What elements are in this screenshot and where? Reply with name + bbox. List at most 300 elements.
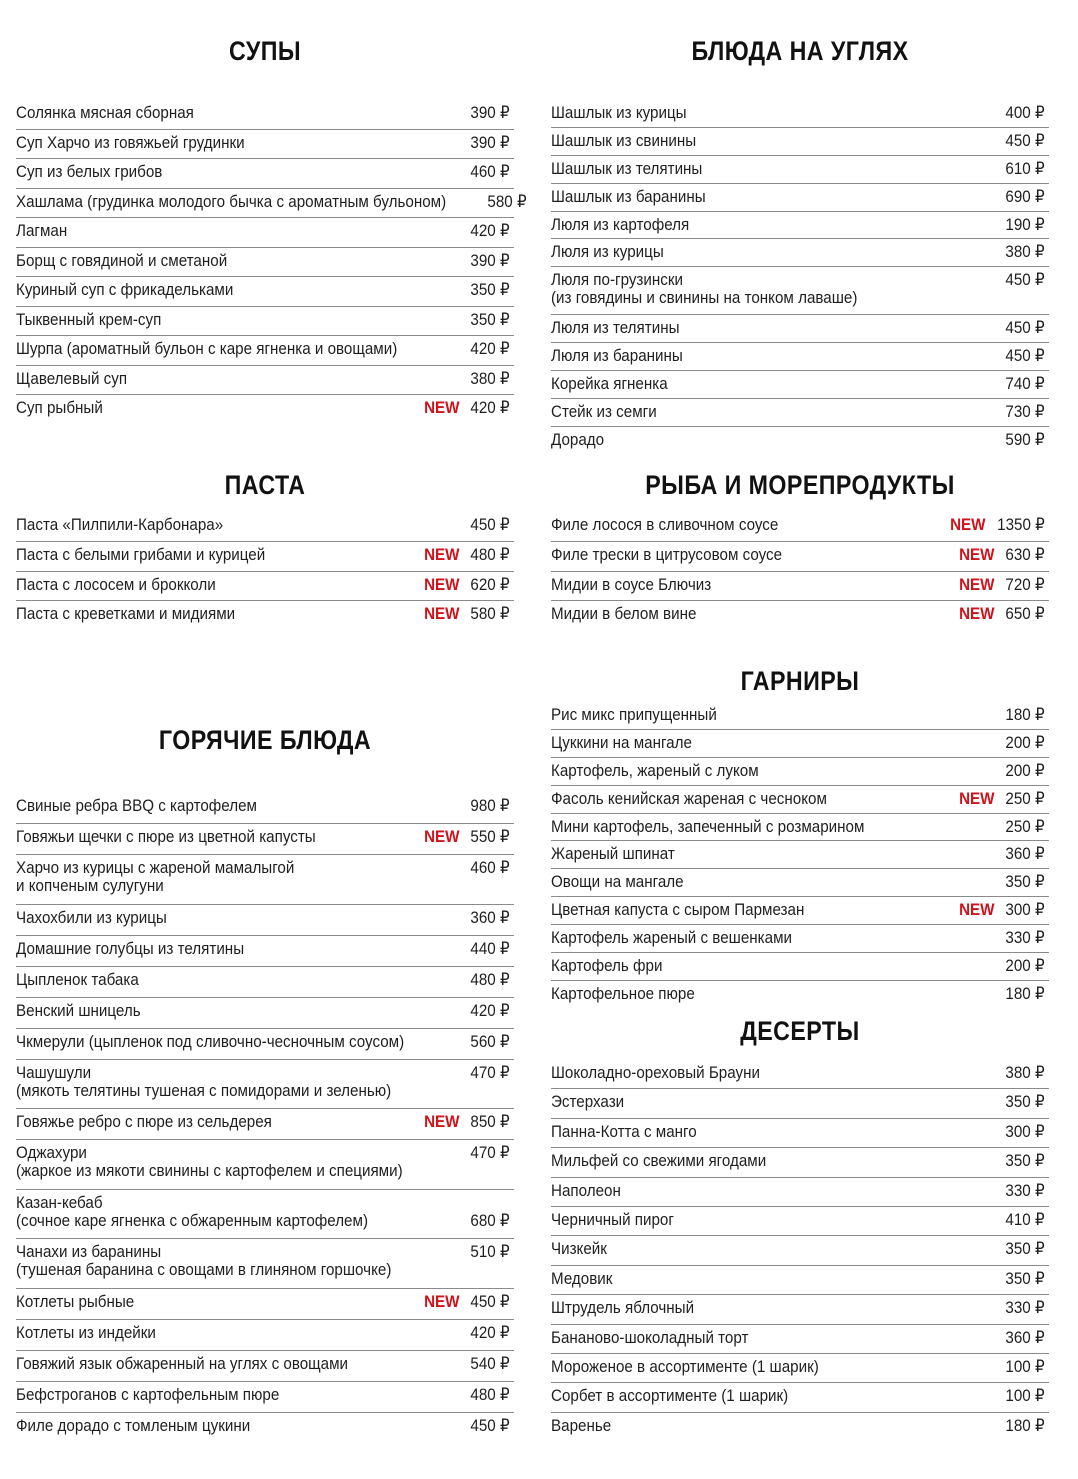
- item-title: Паста с креветками и мидиями: [16, 605, 236, 624]
- menu-item: [16, 1320, 514, 1351]
- item-price: 470 ₽: [470, 1063, 510, 1082]
- item-price: 580 ₽: [470, 605, 510, 624]
- item-title: Куриный суп с фрикадельками: [16, 281, 234, 299]
- item-price-group: [1002, 1123, 1049, 1141]
- item-name: [16, 1355, 348, 1373]
- menu-item: [551, 371, 1049, 399]
- menu-item: [16, 1382, 514, 1413]
- item-name: [16, 1293, 134, 1311]
- item-price-group: [1002, 188, 1049, 206]
- menu-item: [16, 1289, 514, 1320]
- item-description: (жаркое из мякоти свинины с картофелем и специями): [16, 1162, 403, 1180]
- item-price-group: [1002, 1417, 1049, 1435]
- item-price-group: [1002, 1329, 1049, 1347]
- item-price: 620 ₽: [470, 575, 510, 594]
- item-title: Сорбет в ассортименте (1 шарик): [551, 1387, 789, 1406]
- item-name: [551, 576, 711, 594]
- item-price: 730 ₽: [1005, 403, 1045, 422]
- item-price: 450 ₽: [470, 1292, 510, 1311]
- item-price-group: [467, 134, 514, 152]
- menu-item: [16, 366, 514, 396]
- item-price-group: [467, 370, 514, 388]
- item-title: Шашлык из курицы: [551, 104, 687, 122]
- item-name: [16, 828, 316, 846]
- menu-item: [551, 1119, 1049, 1148]
- new-badge: NEW: [958, 575, 995, 594]
- item-price: 1350 ₽: [997, 516, 1045, 534]
- item-name: [16, 971, 139, 989]
- item-price: 350 ₽: [1005, 1093, 1045, 1112]
- item-name: [16, 1194, 368, 1230]
- item-name: [551, 516, 778, 534]
- menu-item: [551, 1236, 1049, 1265]
- menu-item: [16, 1413, 514, 1444]
- menu-item: [551, 981, 1049, 1009]
- item-name: [551, 762, 759, 780]
- item-name: [551, 985, 695, 1003]
- item-price-group: [947, 516, 1049, 534]
- item-name: [16, 252, 227, 270]
- item-name: [551, 1329, 748, 1347]
- item-name: [551, 1123, 697, 1141]
- item-name: [551, 188, 706, 206]
- menu-item: [551, 953, 1049, 981]
- menu-item: [16, 905, 514, 936]
- item-name: [16, 516, 223, 534]
- item-name: [551, 546, 782, 564]
- item-price-group: [1002, 929, 1049, 947]
- item-title: Стейк из семги: [551, 403, 657, 422]
- item-price: 480 ₽: [470, 1385, 510, 1404]
- item-title: Корейка ягненка: [551, 375, 668, 394]
- item-price: 420 ₽: [470, 399, 510, 417]
- menu-items: [551, 100, 1049, 455]
- item-price-group: [1002, 1270, 1049, 1288]
- item-price: 650 ₽: [1005, 605, 1045, 624]
- item-price: 720 ₽: [1005, 575, 1045, 594]
- item-title: Люля по-грузински: [551, 271, 683, 290]
- item-price-group: [1002, 845, 1049, 863]
- item-name: [551, 104, 687, 122]
- item-name: [16, 311, 161, 329]
- item-price-group: [1002, 873, 1049, 891]
- item-price: 330 ₽: [1005, 1181, 1045, 1200]
- menu-item: [16, 130, 514, 160]
- item-price-group: [421, 828, 514, 846]
- item-price: 350 ₽: [1005, 1152, 1045, 1171]
- item-title: Варенье: [551, 1416, 612, 1435]
- menu-item: [551, 1325, 1049, 1354]
- item-price-group: [421, 399, 514, 417]
- menu-item: [551, 399, 1049, 427]
- menu-item: [551, 730, 1049, 758]
- item-price: 460 ₽: [470, 859, 510, 877]
- menu-item: [16, 512, 514, 542]
- new-badge: NEW: [423, 828, 460, 846]
- menu-item: [551, 1295, 1049, 1324]
- item-name: [551, 1064, 760, 1082]
- menu-item: [16, 1239, 514, 1289]
- menu-item: [551, 841, 1049, 869]
- menu-item: [551, 925, 1049, 953]
- item-price-group: [1002, 375, 1049, 393]
- item-name: [551, 1358, 819, 1376]
- item-price-group: [467, 1064, 514, 1082]
- menu-item: [551, 184, 1049, 212]
- item-price-group: [1002, 1182, 1049, 1200]
- menu-item: [16, 936, 514, 967]
- item-price-group: [467, 252, 514, 270]
- section-title: ДЕСЕРТЫ: [740, 1016, 860, 1046]
- item-price-group: [956, 605, 1049, 623]
- item-title: Чкмерули (цыпленок под сливочно-чесночным соусом): [16, 1032, 405, 1051]
- item-price-group: [467, 1033, 514, 1051]
- item-price-group: [1002, 762, 1049, 780]
- item-price-group: [467, 1243, 514, 1261]
- menu-items: [16, 100, 527, 425]
- item-price: 380 ₽: [470, 369, 510, 388]
- item-name: [16, 576, 216, 594]
- menu-item: [16, 395, 514, 425]
- item-title: Бефстроганов с картофельным пюре: [16, 1385, 280, 1404]
- item-price: 100 ₽: [1005, 1387, 1045, 1406]
- menu-item: [16, 572, 514, 602]
- new-badge: NEW: [949, 516, 986, 534]
- item-title: Шашлык из свинины: [551, 131, 697, 150]
- item-title: Люля из телятины: [551, 319, 680, 338]
- item-price: 360 ₽: [1005, 845, 1045, 864]
- item-title: Лагман: [16, 222, 68, 240]
- menu-item: [16, 100, 514, 130]
- item-name: [551, 347, 683, 365]
- item-title: Свиные ребра BBQ с картофелем: [16, 797, 257, 815]
- menu-item: [551, 156, 1049, 184]
- item-title: Картофельное пюре: [551, 984, 695, 1003]
- item-name: [551, 1417, 611, 1435]
- menu-item: [551, 427, 1049, 455]
- item-title: Шашлык из телятины: [551, 159, 703, 178]
- menu-item: [551, 100, 1049, 128]
- item-name: [16, 546, 265, 564]
- item-price: 740 ₽: [1005, 375, 1045, 394]
- menu-item: [16, 824, 514, 855]
- item-title: Чахохбили из курицы: [16, 908, 167, 927]
- item-price-group: [1002, 1093, 1049, 1111]
- item-title: Суп из белых грибов: [16, 163, 163, 181]
- item-title: Чанахи из баранины: [16, 1243, 162, 1261]
- item-price: 360 ₽: [470, 908, 510, 927]
- section-title: СУПЫ: [228, 36, 302, 66]
- menu-items: [551, 1060, 1049, 1442]
- item-name: [551, 873, 684, 891]
- item-name: [551, 1240, 607, 1258]
- item-description: (мякоть телятины тушеная с помидорами и зеленью): [16, 1081, 392, 1100]
- item-price: 350 ₽: [1005, 1240, 1045, 1259]
- item-price-group: [467, 1144, 514, 1162]
- item-price-group: [1002, 104, 1049, 122]
- item-title: Бананово-шоколадный торт: [551, 1328, 749, 1347]
- item-price-group: [1002, 132, 1049, 150]
- menu-item: [551, 601, 1049, 631]
- item-price: 100 ₽: [1005, 1357, 1045, 1376]
- item-title: Суп Харчо из говяжьей грудинки: [16, 133, 245, 152]
- item-title: Котлеты рыбные: [16, 1292, 135, 1311]
- item-title: Картофель жареный с вешенками: [551, 929, 792, 948]
- item-title: Мидии в белом вине: [551, 605, 697, 624]
- new-badge: NEW: [423, 575, 460, 594]
- item-price: 380 ₽: [1005, 243, 1045, 262]
- item-name: [16, 193, 446, 211]
- item-price: 550 ₽: [470, 828, 510, 846]
- item-name: [16, 340, 397, 358]
- menu-item: [551, 343, 1049, 371]
- item-price: 980 ₽: [470, 797, 510, 815]
- item-price: 610 ₽: [1005, 159, 1045, 178]
- item-price-group: [467, 1324, 514, 1342]
- new-badge: NEW: [423, 1113, 460, 1131]
- item-title: Оджахури: [16, 1144, 87, 1162]
- item-name: [551, 1387, 788, 1405]
- item-name: [551, 845, 675, 863]
- menu-item: [16, 248, 514, 278]
- item-title: Венский шницель: [16, 1001, 141, 1020]
- item-description: (тушеная баранина с овощами в глиняном горшочке): [16, 1261, 392, 1279]
- item-price: 580 ₽: [486, 192, 527, 211]
- item-name: [551, 901, 804, 919]
- item-price: 450 ₽: [1005, 271, 1045, 290]
- item-name: [16, 163, 162, 181]
- item-title: Овощи на мангале: [551, 873, 684, 892]
- item-price: 250 ₽: [1005, 817, 1045, 836]
- item-price-group: [467, 163, 514, 181]
- section-title: ГОРЯЧИЕ БЛЮДА: [158, 725, 372, 755]
- item-title: Фасоль кенийская жареная с чесноком: [551, 789, 827, 808]
- item-price: 420 ₽: [470, 222, 510, 240]
- item-price: 450 ₽: [470, 516, 510, 534]
- menu-item: [16, 855, 514, 905]
- item-price-group: [421, 1293, 514, 1311]
- item-price-group: [467, 859, 514, 877]
- item-description: и копченым сулугуни: [16, 877, 164, 895]
- item-price-group: [1002, 734, 1049, 752]
- item-price: 190 ₽: [1005, 215, 1045, 234]
- item-title: Люля из картофеля: [551, 215, 690, 234]
- item-name: [16, 1033, 404, 1051]
- item-price-group: [956, 901, 1049, 919]
- item-price-group: [1002, 985, 1049, 1003]
- menu-item: [551, 542, 1049, 572]
- menu-item: [551, 814, 1049, 842]
- item-price: 540 ₽: [470, 1354, 510, 1373]
- item-name: [551, 243, 664, 261]
- item-price: 200 ₽: [1005, 733, 1045, 752]
- item-price-group: [1002, 818, 1049, 836]
- item-name: [551, 1299, 694, 1317]
- section-title: РЫБА И МОРЕПРОДУКТЫ: [645, 470, 955, 500]
- item-name: [551, 319, 679, 337]
- item-title: Чашушули: [16, 1063, 92, 1082]
- item-title: Щавелевый суп: [16, 369, 128, 388]
- item-price: 680 ₽: [470, 1212, 510, 1230]
- item-price: 560 ₽: [470, 1032, 510, 1051]
- menu-item: [551, 512, 1049, 542]
- item-price: 400 ₽: [1005, 104, 1045, 122]
- menu-item: [551, 869, 1049, 897]
- item-name: [16, 797, 257, 815]
- item-price: 420 ₽: [470, 1001, 510, 1020]
- menu-item: [551, 1178, 1049, 1207]
- item-price-group: [1002, 706, 1049, 724]
- menu-item: [16, 307, 514, 337]
- item-price-group: [467, 311, 514, 329]
- menu-item: [551, 572, 1049, 602]
- menu-item: [16, 1109, 514, 1140]
- menu-item: [551, 786, 1049, 814]
- item-name: [551, 818, 864, 836]
- item-price-group: [467, 516, 514, 534]
- item-name: [16, 859, 294, 895]
- item-name: [16, 1113, 272, 1131]
- menu-item: [16, 189, 527, 219]
- item-price: 850 ₽: [470, 1113, 510, 1131]
- item-price: 380 ₽: [1005, 1064, 1045, 1082]
- item-description: (сочное каре ягненка с обжаренным картофелем): [16, 1211, 369, 1230]
- item-title: Борщ с говядиной и сметаной: [16, 251, 228, 270]
- menu-item: [551, 212, 1049, 240]
- item-price-group: [1002, 1211, 1049, 1229]
- item-name: [551, 403, 657, 421]
- menu-item: [551, 1060, 1049, 1089]
- item-title: Харчо из курицы с жареной мамалыгой: [16, 859, 295, 877]
- item-price: 350 ₽: [1005, 873, 1045, 892]
- item-price: 350 ₽: [470, 310, 510, 329]
- item-title: Говяжий язык обжаренный на углях с овощами: [16, 1354, 349, 1373]
- item-price-group: [1002, 403, 1049, 421]
- item-price: 200 ₽: [1005, 761, 1045, 780]
- item-price-group: [421, 576, 514, 594]
- item-title: Люля из баранины: [551, 347, 683, 366]
- item-price: 590 ₽: [1005, 430, 1045, 449]
- item-name: [551, 605, 696, 623]
- item-price-group: [1002, 1358, 1049, 1376]
- item-name: [551, 1270, 612, 1288]
- item-price-group: [1002, 1299, 1049, 1317]
- item-name: [16, 940, 244, 958]
- menu-item: [16, 793, 514, 824]
- item-name: [551, 132, 696, 150]
- menu-item: [16, 542, 514, 572]
- item-title: Черничный пирог: [551, 1210, 674, 1229]
- item-title: Панна-Котта с манго: [551, 1122, 697, 1141]
- menu-item: [16, 1140, 514, 1190]
- new-badge: NEW: [958, 901, 995, 920]
- new-badge: NEW: [958, 605, 995, 624]
- menu-item: [551, 1207, 1049, 1236]
- item-name: [16, 605, 235, 623]
- item-name: [551, 929, 792, 947]
- item-title: Мильфей со свежими ягодами: [551, 1152, 767, 1171]
- item-price: 630 ₽: [1005, 545, 1045, 564]
- item-name: [551, 216, 689, 234]
- menu-item: [551, 315, 1049, 343]
- item-name: [16, 1002, 141, 1020]
- item-price: 300 ₽: [1005, 901, 1045, 920]
- item-price: 460 ₽: [470, 163, 510, 181]
- item-price: 180 ₽: [1005, 1416, 1045, 1435]
- new-badge: NEW: [423, 605, 460, 624]
- menu-item: [16, 277, 514, 307]
- menu-item: [551, 128, 1049, 156]
- item-price-group: [421, 546, 514, 564]
- item-price-group: [1002, 160, 1049, 178]
- menu-item: [551, 239, 1049, 267]
- menu-item: [551, 267, 1049, 315]
- menu-item: [16, 1190, 514, 1240]
- item-title: Цветная капуста с сыром Пармезан: [551, 901, 805, 920]
- item-name: [16, 399, 103, 417]
- item-title: Люля из курицы: [551, 243, 664, 262]
- item-title: Мини картофель, запеченный с розмарином: [551, 817, 865, 836]
- item-price: 480 ₽: [470, 970, 510, 989]
- item-name: [16, 222, 67, 240]
- item-price-group: [956, 576, 1049, 594]
- item-price-group: [1002, 271, 1049, 289]
- item-title: Паста с белыми грибами и курицей: [16, 545, 266, 564]
- item-title: Дорадо: [551, 430, 605, 449]
- menu-items: [551, 512, 1049, 631]
- item-name: [16, 1324, 156, 1342]
- item-name: [551, 1152, 766, 1170]
- menu-item: [16, 601, 514, 631]
- item-title: Штрудель яблочный: [551, 1299, 695, 1318]
- item-title: Филе трески в цитрусовом соусе: [551, 545, 783, 564]
- item-name: [551, 957, 662, 975]
- item-price: 180 ₽: [1005, 984, 1045, 1003]
- item-title: Котлеты из индейки: [16, 1323, 156, 1342]
- menu-item: [551, 702, 1049, 730]
- item-price: 470 ₽: [470, 1144, 510, 1162]
- menu-item: [551, 1354, 1049, 1383]
- item-price: 440 ₽: [470, 939, 510, 958]
- menu-item: [551, 1266, 1049, 1295]
- item-price-group: [1002, 1240, 1049, 1258]
- item-name: [551, 790, 827, 808]
- item-name: [551, 1182, 621, 1200]
- item-price: 480 ₽: [470, 545, 510, 564]
- item-title: Цыпленок табака: [16, 970, 139, 989]
- item-price-group: [956, 546, 1049, 564]
- item-title: Эстерхази: [551, 1093, 625, 1112]
- item-price: 690 ₽: [1005, 187, 1045, 206]
- item-price: 450 ₽: [1005, 347, 1045, 366]
- item-price-group: [1002, 216, 1049, 234]
- item-price-group: [467, 1417, 514, 1435]
- item-price-group: [1002, 1152, 1049, 1170]
- item-price-group: [1002, 431, 1049, 449]
- item-name: [16, 1386, 279, 1404]
- item-price-group: [1002, 957, 1049, 975]
- item-price: 390 ₽: [470, 133, 510, 152]
- section-title: БЛЮДА НА УГЛЯХ: [691, 36, 909, 66]
- menu-item: [551, 1148, 1049, 1177]
- item-price: 450 ₽: [1005, 131, 1045, 150]
- menu-item: [551, 758, 1049, 786]
- item-title: Паста с лососем и брокколи: [16, 575, 216, 594]
- item-price-group: [467, 1212, 514, 1238]
- menu-items: [16, 512, 514, 631]
- item-price: 360 ₽: [1005, 1328, 1045, 1347]
- item-name: [16, 370, 127, 388]
